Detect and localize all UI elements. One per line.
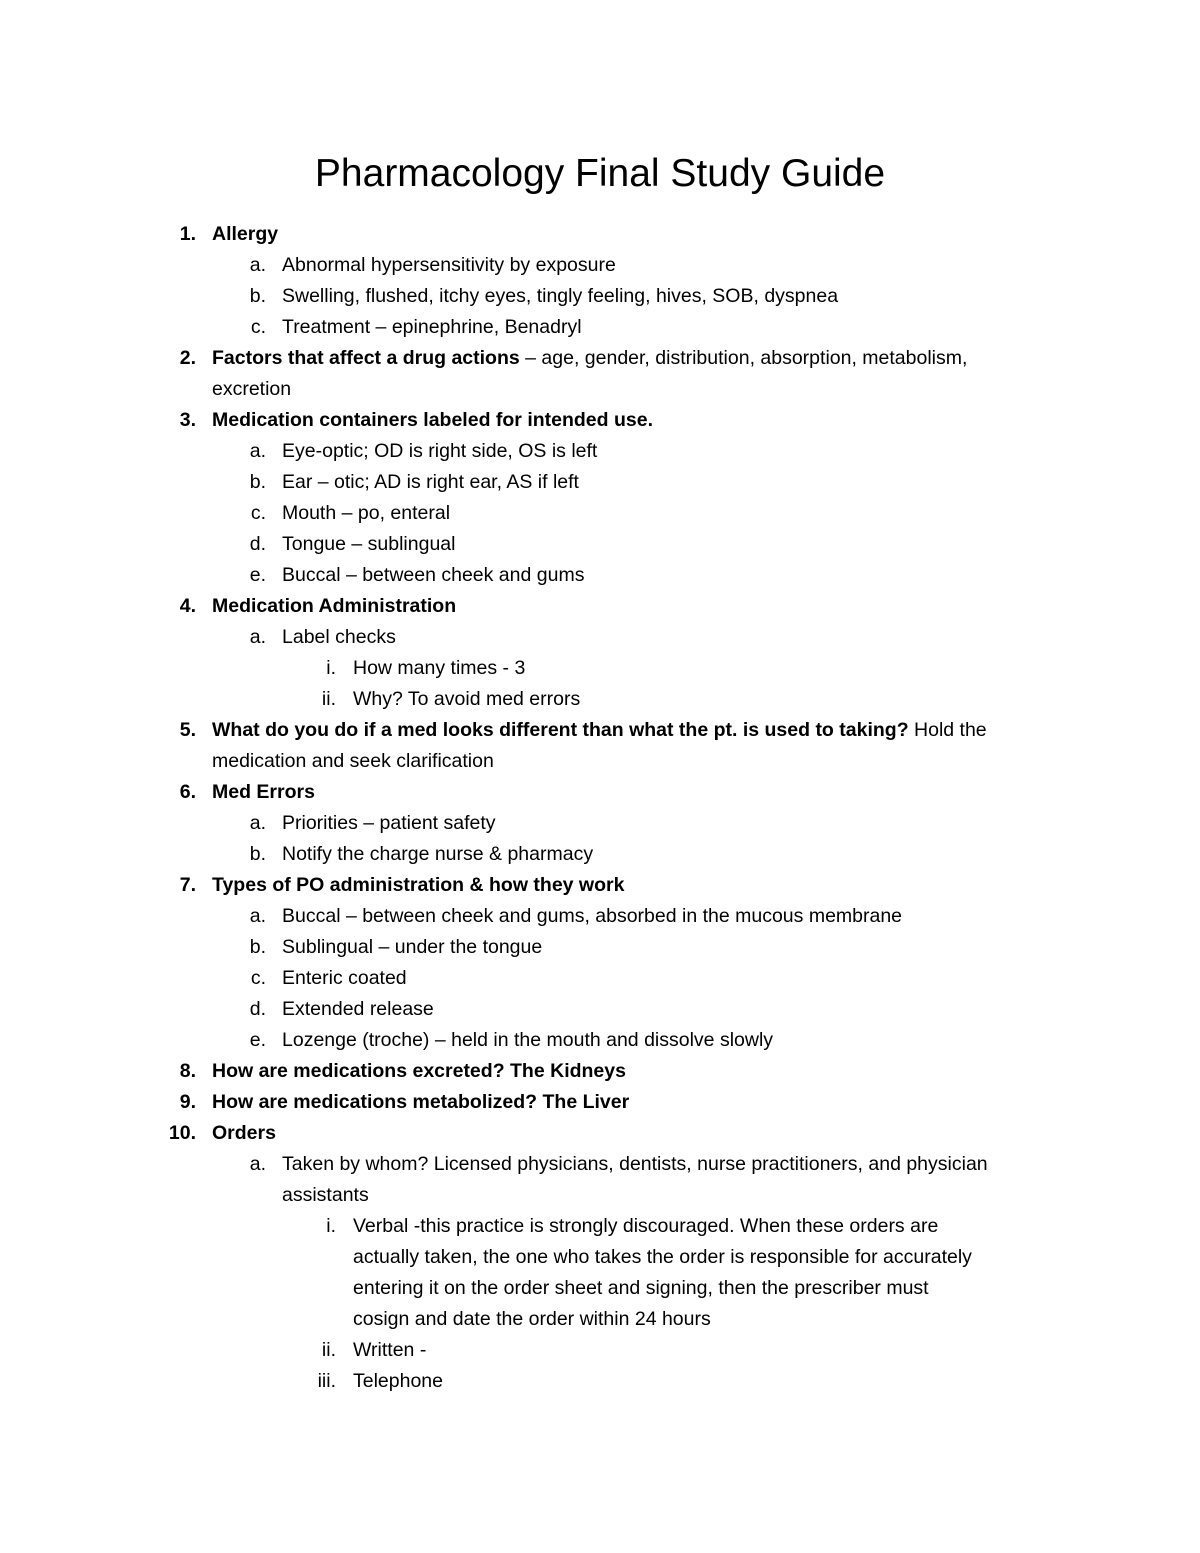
list-item-body: Swelling, flushed, itchy eyes, tingly feeling, hives, SOB, dyspnea — [282, 285, 839, 307]
list-item-text — [282, 963, 407, 994]
list-marker: b. — [249, 936, 266, 958]
list-item-heading: How are medications metabolized? The Liver — [212, 1091, 630, 1113]
list-item — [0, 715, 1200, 746]
list-item-heading: Allergy — [212, 223, 279, 245]
list-item-body: Ear – otic; AD is right ear, AS if left — [282, 471, 579, 493]
list-item-text — [212, 374, 291, 405]
list-item — [0, 405, 1200, 436]
list-item — [0, 250, 1200, 281]
list-marker: e. — [249, 564, 266, 586]
list-marker: 9. — [179, 1091, 196, 1113]
list-item-text — [212, 777, 315, 808]
list-item-heading: Types of PO administration & how they work — [212, 874, 625, 896]
list-item-text — [282, 560, 584, 591]
list-marker: b. — [249, 285, 266, 307]
list-item-text — [353, 1335, 426, 1366]
list-item-body: actually taken, the one who takes the order is responsible for accurately — [353, 1246, 972, 1268]
list-item-text — [353, 1273, 929, 1304]
list-item — [0, 560, 1200, 591]
list-item — [0, 870, 1200, 901]
list-item-body: Verbal -this practice is strongly discouraged. When these orders are — [353, 1215, 939, 1237]
list-marker: c. — [250, 316, 266, 338]
list-item-body: How many times - 3 — [353, 657, 526, 679]
list-item-body: Abnormal hypersensitivity by exposure — [282, 254, 616, 276]
list-item-text — [282, 994, 434, 1025]
list-item-text — [212, 343, 967, 374]
list-item — [0, 281, 1200, 312]
list-marker: a. — [249, 905, 266, 927]
list-marker: a. — [249, 1153, 266, 1175]
list-item-text — [212, 405, 653, 436]
list-marker: a. — [249, 440, 266, 462]
list-item — [0, 653, 1200, 684]
list-item-text — [353, 1242, 972, 1273]
list-item-text — [212, 746, 494, 777]
list-marker: 4. — [179, 595, 196, 617]
list-marker: 7. — [179, 874, 196, 896]
list-item-text — [282, 932, 542, 963]
list-item-text — [282, 281, 838, 312]
list-item — [0, 467, 1200, 498]
list-item — [0, 1087, 1200, 1118]
list-item — [0, 1273, 1200, 1304]
list-item-heading: Medication containers labeled for intended use. — [212, 409, 653, 431]
list-item-heading: What do you do if a med looks different than what the pt. is used to taking? — [212, 719, 909, 741]
list-item-body: Lozenge (troche) – held in the mouth and dissolve slowly — [282, 1029, 774, 1051]
list-item-body: Taken by whom? Licensed physicians, dentists, nurse practitioners, and physician — [282, 1153, 988, 1175]
list-marker: 6. — [179, 781, 196, 803]
list-item-text — [282, 1025, 773, 1056]
list-item — [0, 591, 1200, 622]
list-item — [0, 374, 1200, 405]
list-item — [0, 622, 1200, 653]
list-item-body: Label checks — [282, 626, 396, 648]
list-item-text — [282, 312, 582, 343]
list-item-body: assistants — [282, 1184, 369, 1206]
list-item-text — [212, 1087, 629, 1118]
list-marker: b. — [249, 471, 266, 493]
list-item-text — [282, 498, 450, 529]
list-item-text — [282, 250, 616, 281]
page-title: Pharmacology Final Study Guide — [314, 152, 886, 195]
list-item-body: Priorities – patient safety — [282, 812, 496, 834]
list-item — [0, 343, 1200, 374]
list-marker: d. — [249, 533, 266, 555]
list-item — [0, 1025, 1200, 1056]
list-item — [0, 994, 1200, 1025]
list-item-body: medication and seek clarification — [212, 750, 494, 772]
list-item — [0, 312, 1200, 343]
list-item-body: Buccal – between cheek and gums — [282, 564, 585, 586]
list-item-heading: How are medications excreted? The Kidneys — [212, 1060, 626, 1082]
list-marker: iii. — [317, 1370, 336, 1392]
list-item-text — [353, 684, 580, 715]
list-item-body: Buccal – between cheek and gums, absorbed in the mucous membrane — [282, 905, 903, 927]
list-item-heading: Medication Administration — [212, 595, 457, 617]
list-marker: c. — [250, 502, 266, 524]
list-item-body: Mouth – po, enteral — [282, 502, 451, 524]
list-item-body: Tongue – sublingual — [282, 533, 456, 555]
list-item-body: Hold the — [908, 719, 987, 741]
list-item-body: Extended release — [282, 998, 434, 1020]
list-item — [0, 839, 1200, 870]
list-marker: 5. — [179, 719, 196, 741]
list-marker: ii. — [321, 1339, 336, 1361]
list-item-heading: Orders — [212, 1122, 276, 1144]
list-item — [0, 498, 1200, 529]
list-item — [0, 1118, 1200, 1149]
list-item-text — [353, 1366, 443, 1397]
list-item-text — [282, 436, 597, 467]
list-item-heading: Med Errors — [212, 781, 315, 803]
list-item-text — [282, 1149, 988, 1180]
list-item-text — [282, 1180, 369, 1211]
list-item-text — [282, 529, 455, 560]
list-marker: a. — [249, 254, 266, 276]
list-item — [0, 963, 1200, 994]
list-item — [0, 1211, 1200, 1242]
list-item — [0, 1149, 1200, 1180]
list-item — [0, 1180, 1200, 1211]
list-item-body: Treatment – epinephrine, Benadryl — [282, 316, 582, 338]
list-item-text — [212, 219, 278, 250]
list-item — [0, 1242, 1200, 1273]
list-item-text — [212, 715, 987, 746]
list-item-body: – age, gender, distribution, absorption, metabolism, — [519, 347, 968, 369]
list-item-text — [353, 1211, 938, 1242]
list-item-body: excretion — [212, 378, 292, 400]
list-marker: c. — [250, 967, 266, 989]
list-item-text — [212, 591, 456, 622]
list-item — [0, 777, 1200, 808]
list-marker: a. — [249, 626, 266, 648]
list-marker: ii. — [321, 688, 336, 710]
list-item — [0, 436, 1200, 467]
list-item-body: Enteric coated — [282, 967, 407, 989]
list-marker: i. — [326, 1215, 336, 1237]
list-marker: a. — [249, 812, 266, 834]
list-marker: 10. — [168, 1122, 196, 1144]
list-item-text — [212, 1118, 276, 1149]
list-item — [0, 1304, 1200, 1335]
list-item — [0, 746, 1200, 777]
list-item — [0, 932, 1200, 963]
list-item-text — [282, 467, 579, 498]
list-marker: 3. — [179, 409, 196, 431]
list-item-text — [282, 901, 902, 932]
list-marker: d. — [249, 998, 266, 1020]
list-item — [0, 219, 1200, 250]
list-marker: e. — [249, 1029, 266, 1051]
list-item — [0, 1335, 1200, 1366]
list-item-text — [282, 839, 593, 870]
list-item-text — [282, 622, 396, 653]
list-item — [0, 1056, 1200, 1087]
list-item — [0, 1366, 1200, 1397]
list-item-body: Written - — [353, 1339, 427, 1361]
list-item-body: entering it on the order sheet and signing, then the prescriber must — [353, 1277, 929, 1299]
list-item-body: Eye-optic; OD is right side, OS is left — [282, 440, 598, 462]
list-marker: b. — [249, 843, 266, 865]
list-item-body: Why? To avoid med errors — [353, 688, 581, 710]
list-item-body: Telephone — [353, 1370, 443, 1392]
list-marker: 8. — [179, 1060, 196, 1082]
list-item-body: Sublingual – under the tongue — [282, 936, 543, 958]
list-item — [0, 808, 1200, 839]
list-item — [0, 684, 1200, 715]
list-item-heading: Factors that affect a drug actions — [212, 347, 520, 369]
list-item-body: Notify the charge nurse & pharmacy — [282, 843, 594, 865]
list-item — [0, 529, 1200, 560]
list-item-text — [212, 870, 624, 901]
list-item — [0, 901, 1200, 932]
list-item-text — [353, 653, 525, 684]
list-item-text — [282, 808, 496, 839]
list-marker: 1. — [179, 223, 196, 245]
list-item-body: cosign and date the order within 24 hours — [353, 1308, 711, 1330]
study-guide-outline — [0, 219, 1200, 1397]
list-item-text — [353, 1304, 711, 1335]
list-item-text — [212, 1056, 626, 1087]
list-marker: i. — [326, 657, 336, 679]
list-marker: 2. — [179, 347, 196, 369]
